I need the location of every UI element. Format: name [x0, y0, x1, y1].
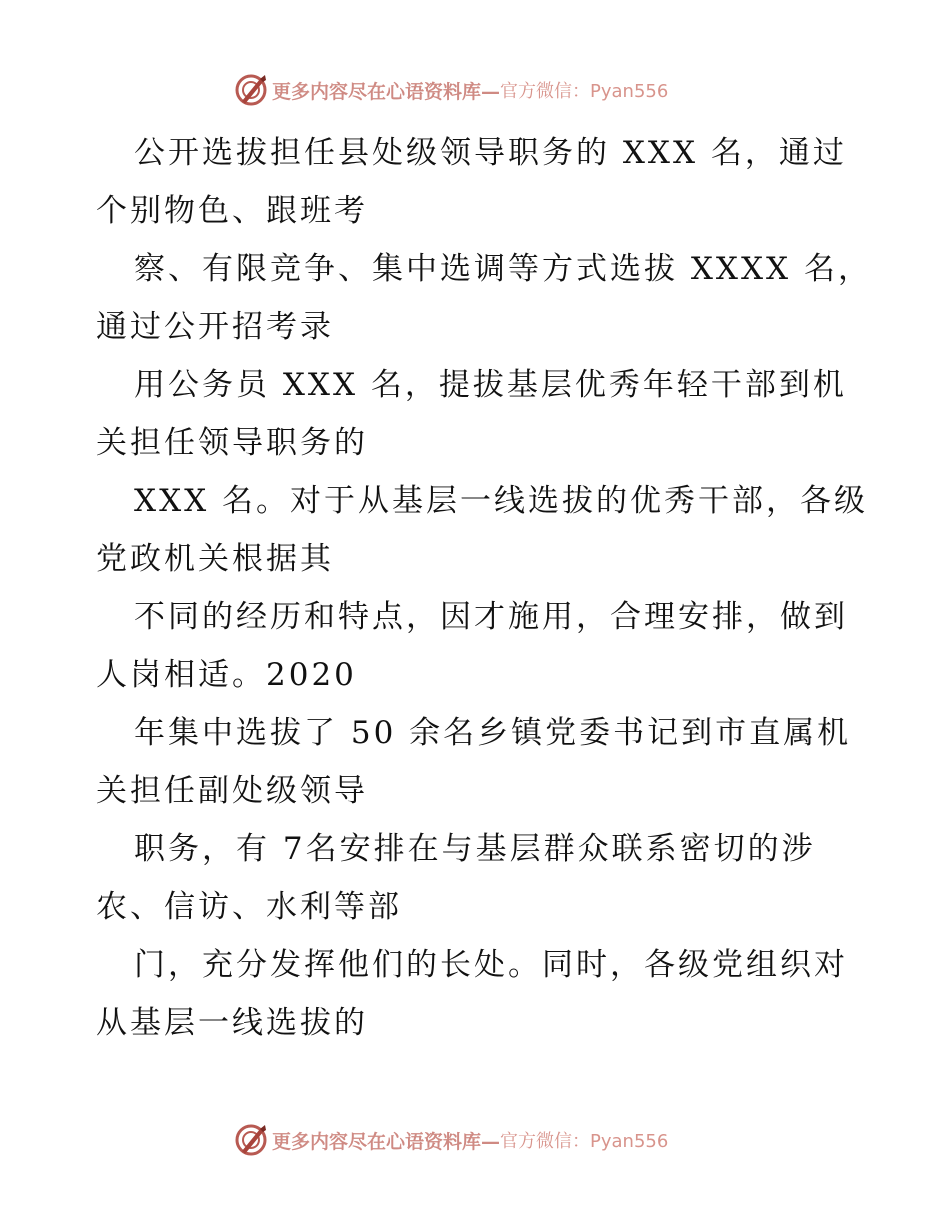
pen-logo-icon [234, 1123, 268, 1157]
watermark-main-text: 更多内容尽在心语资料库— [272, 1130, 501, 1153]
document-body [96, 124, 876, 1052]
text-line: 党政机关根据其 [96, 541, 334, 577]
header-watermark [234, 72, 668, 108]
text-line: 个别物色、跟班考 [96, 193, 368, 229]
text-line: 公开选拔担任县处级领导职务的 XXX 名，通过 [134, 135, 847, 171]
text-line: 年集中选拔了 50 余名乡镇党委书记到市直属机 [134, 715, 852, 751]
text-line: XXX 名。对于从基层一线选拔的优秀干部，各级 [134, 483, 869, 519]
watermark-main-text: 更多内容尽在心语资料库— [272, 80, 501, 103]
text-line: 职务，有 7名安排在与基层群众联系密切的涉 [134, 831, 816, 867]
pen-logo-icon [234, 73, 268, 107]
text-line: 察、有限竞争、集中选调等方式选拔 XXXX 名， [134, 251, 872, 287]
text-line: 门，充分发挥他们的长处。同时，各级党组织对 [134, 947, 848, 983]
text-line: 不同的经历和特点，因才施用，合理安排，做到 [134, 599, 848, 635]
text-line: 关担任副处级领导 [96, 773, 368, 809]
text-line: 关担任领导职务的 [96, 425, 368, 461]
footer-watermark [234, 1122, 668, 1158]
text-line: 从基层一线选拔的 [96, 1005, 368, 1041]
text-line: 通过公开招考录 [96, 309, 334, 345]
watermark-sub-text: 官方微信：Pyan556 [500, 81, 669, 102]
text-line: 农、信访、水利等部 [96, 889, 402, 925]
watermark-sub-text: 官方微信：Pyan556 [500, 1131, 669, 1152]
text-line: 人岗相适。2020 [96, 657, 357, 693]
text-line: 用公务员 XXX 名，提拔基层优秀年轻干部到机 [134, 367, 847, 403]
